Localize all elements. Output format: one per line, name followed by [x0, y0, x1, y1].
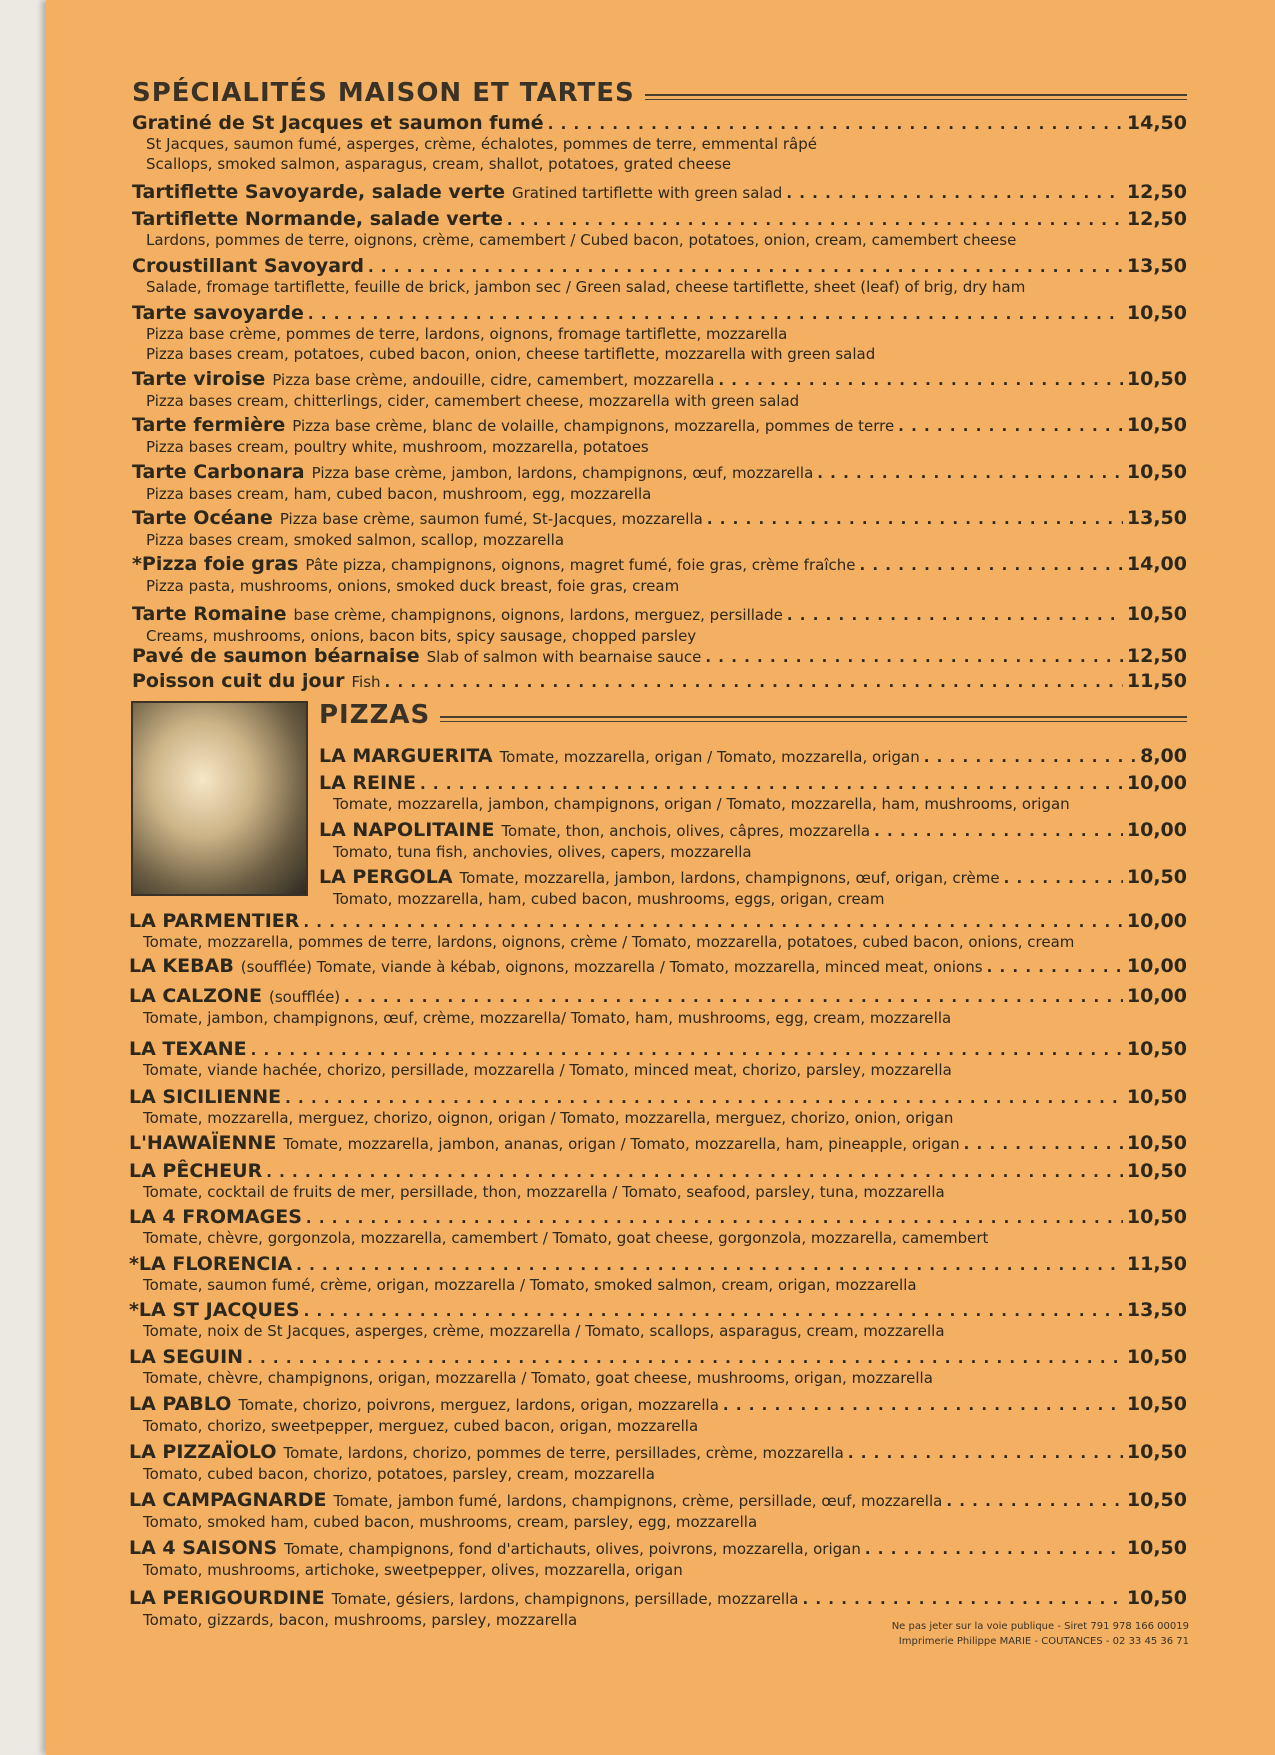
item-name: *Pizza foie gras — [132, 553, 299, 575]
item-name: Tarte viroise — [132, 368, 266, 390]
dot-leader — [946, 1490, 1123, 1508]
menu-item — [129, 1346, 1187, 1388]
dot-leader — [303, 911, 1123, 929]
menu-item-line — [132, 603, 1187, 626]
item-name: LA SEGUIN — [129, 1346, 244, 1368]
specialites-title: SPÉCIALITÉS MAISON ET TARTES — [132, 78, 635, 108]
item-name: LA REINE — [319, 772, 416, 794]
item-detail: Pizza bases cream, potatoes, cubed bacon, onion, cheese tartiflette, mozzarella with green salad — [146, 345, 876, 363]
dot-leader — [368, 256, 1123, 274]
item-description: Tomate, lardons, chorizo, pommes de terre, persillades, crème, mozzarella — [283, 1444, 844, 1462]
item-description: Fish — [351, 673, 381, 691]
item-price: 13,50 — [1126, 507, 1187, 529]
item-name: LA 4 FROMAGES — [129, 1206, 302, 1228]
item-detail: Tomate, chèvre, gorgonzola, mozzarella, camembert / Tomato, goat cheese, gorgonzola, mozzarella, camembert — [143, 1229, 989, 1247]
menu-item-line — [132, 507, 1187, 530]
menu-item — [129, 1206, 1187, 1248]
dot-leader — [308, 303, 1123, 321]
dot-leader — [344, 986, 1123, 1004]
item-name: LA PERGOLA — [319, 866, 453, 888]
menu-item-line — [129, 1132, 1187, 1155]
menu-item — [132, 255, 1187, 297]
menu-item-line — [129, 1253, 1187, 1275]
item-description: Tomate, mozzarella, origan / Tomato, mozzarella, origan — [499, 748, 920, 766]
menu-item-line — [129, 1537, 1187, 1560]
dot-leader — [817, 462, 1123, 480]
item-name: L'HAWAÏENNE — [129, 1132, 277, 1154]
item-description: Gratined tartiflette with green salad — [511, 184, 783, 202]
dot-leader — [304, 1300, 1123, 1318]
dot-leader — [787, 604, 1123, 622]
menu-item — [129, 1587, 1187, 1630]
item-price: 11,50 — [1126, 1253, 1187, 1275]
dot-leader — [705, 646, 1123, 664]
item-name: Tartiflette Normande, salade verte — [132, 208, 503, 230]
item-price: 10,00 — [1126, 819, 1187, 841]
menu-item-line — [132, 181, 1187, 204]
menu-item-line — [132, 645, 1187, 668]
dot-leader — [1004, 867, 1123, 885]
item-detail: Pizza bases cream, smoked salmon, scallop, mozzarella — [146, 531, 565, 549]
menu-item-line — [319, 745, 1187, 768]
item-price: 12,50 — [1126, 181, 1187, 203]
item-name: LA PERIGOURDINE — [129, 1587, 325, 1609]
menu-item — [132, 670, 1187, 693]
item-description: Slab of salmon with bearnaise sauce — [426, 648, 702, 666]
menu-item-line — [132, 208, 1187, 230]
menu-item-line — [132, 670, 1187, 693]
item-price: 13,50 — [1126, 255, 1187, 277]
item-price: 10,00 — [1126, 772, 1187, 794]
item-description: Pâte pizza, champignons, oignons, magret fumé, foie gras, crème fraîche — [305, 556, 856, 574]
menu-item — [132, 302, 1187, 364]
dot-leader — [548, 113, 1123, 131]
item-detail: Tomate, cocktail de fruits de mer, persillade, thon, mozzarella / Tomato, seafood, parsley, tuna, mozzarella — [143, 1183, 945, 1201]
dot-leader — [285, 1087, 1123, 1105]
dot-leader — [306, 1207, 1123, 1225]
item-name: LA MARGUERITA — [319, 745, 493, 767]
item-detail: Tomato, mozzarella, ham, cubed bacon, mushrooms, eggs, origan, cream — [333, 890, 885, 908]
menu-item-line — [319, 866, 1187, 889]
menu-item — [132, 553, 1187, 596]
menu-item — [129, 1489, 1187, 1532]
menu-item-line — [129, 910, 1187, 932]
item-detail: Lardons, pommes de terre, oignons, crème, camembert / Cubed bacon, potatoes, onion, cream, camembert cheese — [146, 231, 1017, 249]
item-price: 14,50 — [1126, 112, 1187, 134]
item-description: Tomate, mozzarella, jambon, lardons, champignons, œuf, origan, crème — [459, 869, 1000, 887]
menu-item — [319, 772, 1187, 814]
item-price: 10,00 — [1126, 985, 1187, 1007]
item-price: 10,50 — [1126, 1346, 1187, 1368]
dot-leader — [898, 415, 1123, 433]
item-price: 10,50 — [1126, 1206, 1187, 1228]
dot-leader — [420, 773, 1123, 791]
item-description: Pizza base crème, jambon, lardons, champignons, œuf, mozzarella — [311, 464, 814, 482]
item-name: LA PÊCHEUR — [129, 1160, 263, 1182]
menu-item — [132, 603, 1187, 646]
menu-item — [132, 461, 1187, 504]
item-description: Tomate, mozzarella, jambon, ananas, origan / Tomato, mozzarella, ham, pineapple, origan — [283, 1135, 960, 1153]
item-price: 10,50 — [1126, 1160, 1187, 1182]
menu-item-line — [129, 955, 1187, 978]
menu-item-line — [319, 772, 1187, 794]
menu-item-line — [129, 1441, 1187, 1464]
menu-item — [132, 507, 1187, 550]
item-price: 10,50 — [1126, 302, 1187, 324]
menu-item — [129, 1132, 1187, 1155]
item-description: Tomate, jambon fumé, lardons, champignons, crème, persillade, œuf, mozzarella — [333, 1492, 943, 1510]
dot-leader — [874, 820, 1123, 838]
item-detail: Tomate, jambon, champignons, œuf, crème, mozzarella/ Tomato, ham, mushrooms, egg, cream, mozzarella — [143, 1009, 952, 1027]
item-name: Tarte Carbonara — [132, 461, 305, 483]
item-name: Tarte savoyarde — [132, 302, 304, 324]
dot-leader — [987, 956, 1123, 974]
item-description: Pizza base crème, saumon fumé, St-Jacques, mozzarella — [279, 510, 703, 528]
item-name: LA NAPOLITAINE — [319, 819, 495, 841]
item-detail: Tomate, viande hachée, chorizo, persillade, mozzarella / Tomato, minced meat, chorizo, parsley, mozzarella — [143, 1061, 952, 1079]
item-price: 12,50 — [1126, 645, 1187, 667]
item-name: LA PABLO — [129, 1393, 232, 1415]
item-name: Tarte fermière — [132, 414, 286, 436]
item-name: LA 4 SAISONS — [129, 1537, 278, 1559]
dot-leader — [865, 1538, 1123, 1556]
menu-item — [129, 955, 1187, 978]
menu-item-line — [132, 368, 1187, 391]
item-price: 10,50 — [1126, 866, 1187, 888]
menu-item-line — [132, 255, 1187, 277]
menu-item — [132, 208, 1187, 250]
dot-leader — [296, 1254, 1123, 1272]
menu-item — [129, 1086, 1187, 1128]
item-price: 11,50 — [1126, 670, 1187, 692]
menu-item-line — [129, 1346, 1187, 1368]
item-detail: Tomato, gizzards, bacon, mushrooms, parsley, mozzarella — [143, 1611, 578, 1629]
item-name: LA PARMENTIER — [129, 910, 300, 932]
dot-leader — [507, 209, 1123, 227]
item-description: Tomate, champignons, fond d'artichauts, olives, poivrons, mozzarella, origan — [284, 1540, 861, 1558]
item-price: 14,00 — [1126, 553, 1187, 575]
dot-leader — [723, 1394, 1123, 1412]
item-detail: Tomato, cubed bacon, chorizo, potatoes, parsley, cream, mozzarella — [143, 1465, 655, 1483]
item-detail: Tomate, mozzarella, pommes de terre, lardons, oignons, crème / Tomato, mozzarella, potatoes, cubed bacon, onions, cream — [143, 933, 1075, 951]
dot-leader — [964, 1133, 1123, 1151]
menu-item-line — [129, 1086, 1187, 1108]
item-detail: Tomate, chèvre, champignons, origan, mozzarella / Tomato, goat cheese, mushrooms, origan, mozzarella — [143, 1369, 933, 1387]
menu-item-line — [129, 1489, 1187, 1512]
item-name: LA SICILIENNE — [129, 1086, 282, 1108]
item-price: 10,50 — [1126, 603, 1187, 625]
item-detail: Tomato, tuna fish, anchovies, olives, capers, mozzarella — [333, 843, 752, 861]
item-price: 10,50 — [1126, 1587, 1187, 1609]
dot-leader — [924, 746, 1136, 764]
menu-item — [129, 1253, 1187, 1295]
menu-item-line — [132, 112, 1187, 134]
item-detail: Pizza base crème, pommes de terre, lardons, oignons, fromage tartiflette, mozzarella — [146, 325, 788, 343]
specialites-header — [132, 78, 1187, 108]
dot-leader — [266, 1161, 1123, 1179]
item-detail: Tomato, smoked ham, cubed bacon, mushrooms, cream, parsley, egg, mozzarella — [143, 1513, 758, 1531]
item-name: Poisson cuit du jour — [132, 670, 345, 692]
item-detail: Tomate, mozzarella, merguez, chorizo, oignon, origan / Tomato, mozzarella, merguez, chorizo, onion, origan — [143, 1109, 954, 1127]
menu-item-line — [132, 461, 1187, 484]
item-price: 10,00 — [1126, 910, 1187, 932]
footer-printer: Imprimerie Philippe MARIE - COUTANCES - 02 33 45 36 71 — [898, 1636, 1189, 1647]
menu-item-line — [319, 819, 1187, 842]
menu-item-line — [132, 414, 1187, 437]
item-price: 10,50 — [1126, 1537, 1187, 1559]
menu-item — [132, 181, 1187, 204]
item-price: 10,50 — [1126, 1441, 1187, 1463]
item-price: 10,50 — [1126, 414, 1187, 436]
menu-item — [132, 645, 1187, 668]
item-detail: Scallops, smoked salmon, asparagus, cream, shallot, potatoes, grated cheese — [146, 155, 732, 173]
item-name: *LA ST JACQUES — [129, 1299, 300, 1321]
item-price: 10,50 — [1126, 1038, 1187, 1060]
menu-item — [129, 1537, 1187, 1580]
item-name: *LA FLORENCIA — [129, 1253, 293, 1275]
footer-legal: Ne pas jeter sur la voie publique - Siret 791 978 166 00019 — [891, 1621, 1189, 1632]
pizzas-title: PIZZAS — [319, 700, 431, 730]
item-price: 10,50 — [1126, 368, 1187, 390]
menu-item-line — [132, 553, 1187, 576]
menu-item-line — [129, 1206, 1187, 1228]
item-price: 10,50 — [1126, 1393, 1187, 1415]
dot-leader — [859, 554, 1122, 572]
item-price: 10,50 — [1126, 1086, 1187, 1108]
item-description: Tomate, chorizo, poivrons, merguez, lardons, origan, mozzarella — [238, 1396, 719, 1414]
item-detail: Pizza bases cream, ham, cubed bacon, mushroom, egg, mozzarella — [146, 485, 652, 503]
item-name: Gratiné de St Jacques et saumon fumé — [132, 112, 544, 134]
item-name: LA CAMPAGNARDE — [129, 1489, 327, 1511]
menu-item-line — [129, 1587, 1187, 1610]
menu-item — [129, 1038, 1187, 1080]
item-detail: Creams, mushrooms, onions, bacon bits, spicy sausage, chopped parsley — [146, 627, 697, 645]
menu-item-line — [129, 1299, 1187, 1321]
item-detail: St Jacques, saumon fumé, asperges, crème, échalotes, pommes de terre, emmental râpé — [146, 135, 817, 153]
pizza-photo — [131, 701, 308, 896]
header-rule — [645, 94, 1187, 100]
item-description: (soufflée) — [269, 988, 341, 1006]
item-detail: Tomate, mozzarella, jambon, champignons, origan / Tomato, mozzarella, ham, mushrooms, origan — [333, 795, 1070, 813]
item-name: LA CALZONE — [129, 985, 262, 1007]
dot-leader — [707, 508, 1123, 526]
item-name: LA TEXANE — [129, 1038, 247, 1060]
item-name: Tarte Romaine — [132, 603, 287, 625]
item-detail: Tomato, chorizo, sweetpepper, merguez, cubed bacon, origan, mozzarella — [143, 1417, 699, 1435]
item-detail: Tomato, mushrooms, artichoke, sweetpepper, olives, mozzarella, origan — [143, 1561, 683, 1579]
menu-item — [129, 910, 1187, 952]
item-detail: Pizza bases cream, poultry white, mushroom, mozzarella, potatoes — [146, 438, 649, 456]
menu-item — [129, 1299, 1187, 1341]
menu-item — [129, 1393, 1187, 1436]
menu-item-line — [129, 1160, 1187, 1182]
item-description: base crème, champignons, oignons, lardons, merguez, persillade — [293, 606, 783, 624]
item-name: Tartiflette Savoyarde, salade verte — [132, 181, 505, 203]
menu-item — [319, 745, 1187, 768]
item-detail: Tomate, saumon fumé, crème, origan, mozzarella / Tomato, smoked salmon, cream, origan, mozzarella — [143, 1276, 917, 1294]
pizzas-header — [319, 700, 1187, 730]
item-price: 10,50 — [1126, 1132, 1187, 1154]
menu-item — [132, 414, 1187, 457]
dot-leader — [247, 1347, 1123, 1365]
item-description: Pizza base crème, blanc de volaille, champignons, mozzarella, pommes de terre — [292, 417, 895, 435]
menu-item — [319, 866, 1187, 909]
item-name: LA KEBAB — [129, 955, 234, 977]
dot-leader — [786, 182, 1123, 200]
item-name: Croustillant Savoyard — [132, 255, 364, 277]
item-price: 13,50 — [1126, 1299, 1187, 1321]
item-name: Pavé de saumon béarnaise — [132, 645, 420, 667]
item-detail: Pizza bases cream, chitterlings, cider, camembert cheese, mozzarella with green salad — [146, 392, 800, 410]
menu-item — [319, 819, 1187, 862]
menu-item-line — [132, 302, 1187, 324]
item-name: LA PIZZAÏOLO — [129, 1441, 277, 1463]
menu-item — [129, 1160, 1187, 1202]
item-price: 10,50 — [1126, 461, 1187, 483]
menu-item — [129, 985, 1187, 1028]
header-rule — [440, 716, 1187, 722]
dot-leader — [385, 671, 1123, 689]
dot-leader — [802, 1588, 1122, 1606]
dot-leader — [848, 1442, 1123, 1460]
item-detail: Tomate, noix de St Jacques, asperges, crème, mozzarella / Tomato, scallops, asparagus, cream, mozzarella — [143, 1322, 945, 1340]
menu-item-line — [129, 1393, 1187, 1416]
item-description: (soufflée) Tomate, viande à kébab, oignons, mozzarella / Tomato, mozzarella, minced meat, onions — [240, 958, 983, 976]
menu-item — [132, 368, 1187, 411]
item-price: 12,50 — [1126, 208, 1187, 230]
dot-leader — [251, 1039, 1123, 1057]
dot-leader — [718, 369, 1123, 387]
item-description: Tomate, gésiers, lardons, champignons, persillade, mozzarella — [331, 1590, 799, 1608]
item-price: 8,00 — [1140, 745, 1187, 767]
item-price: 10,00 — [1126, 955, 1187, 977]
menu-item — [129, 1441, 1187, 1484]
item-detail: Pizza pasta, mushrooms, onions, smoked duck breast, foie gras, cream — [146, 577, 680, 595]
item-price: 10,50 — [1126, 1489, 1187, 1511]
item-detail: Salade, fromage tartiflette, feuille de brick, jambon sec / Green salad, cheese tartiflette, sheet (leaf) of brig, dry ham — [146, 278, 1026, 296]
menu-item-line — [129, 985, 1187, 1008]
menu-item-line — [129, 1038, 1187, 1060]
item-description: Tomate, thon, anchois, olives, câpres, mozzarella — [501, 822, 871, 840]
item-name: Tarte Océane — [132, 507, 273, 529]
item-description: Pizza base crème, andouille, cidre, camembert, mozzarella — [272, 371, 715, 389]
menu-item — [132, 112, 1187, 174]
